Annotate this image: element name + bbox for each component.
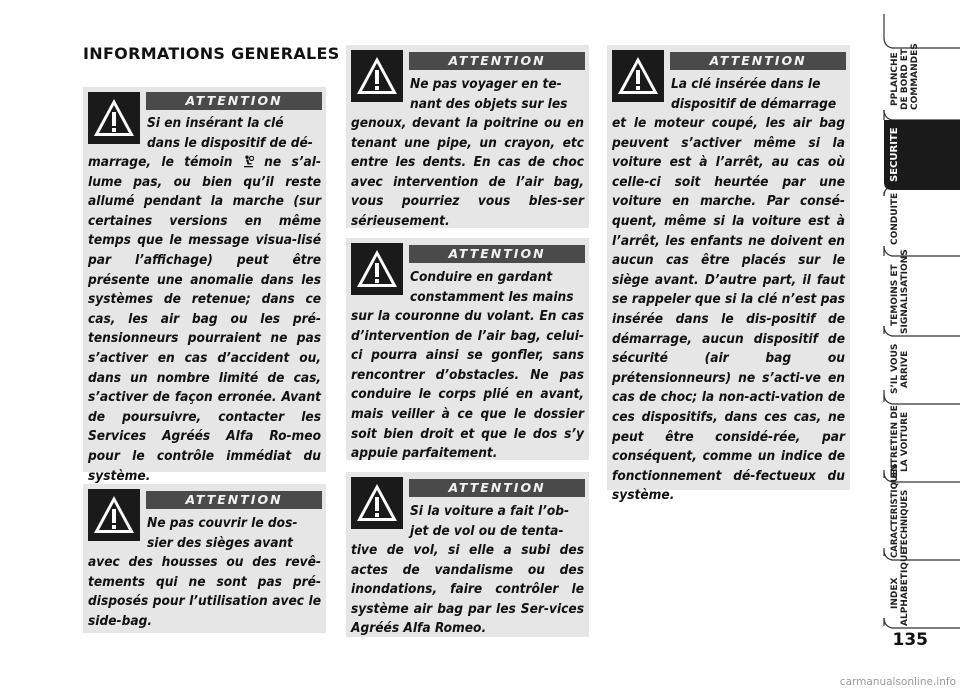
attention-banner: ATTENTION <box>146 92 322 110</box>
warning-6-line-2: dispositif de démarrage <box>671 95 837 112</box>
warning-box-2 <box>83 484 326 633</box>
tab-label: TEMOINS ET SIGNALISATIONS <box>890 249 910 334</box>
warning-box-5 <box>346 472 589 637</box>
warning-5-line-2: jet de vol ou de tenta- <box>410 522 564 539</box>
warning-text-1-body <box>88 153 321 486</box>
warning-5-line-1: Si la voiture a fait l’ob- <box>410 503 570 519</box>
warning-4-line-1: Conduire en gardant <box>410 269 553 285</box>
attention-banner: ATTENTION <box>409 52 585 70</box>
warning-box-1 <box>83 87 326 484</box>
tab-sil-vous-arrive[interactable] <box>890 336 948 402</box>
warning-1-line-2: dans le dispositif de dé- <box>147 134 313 151</box>
warning-text-2 <box>147 514 321 553</box>
warning-2-line-1: Ne pas couvrir le dos- <box>147 515 298 531</box>
tab-label: CARACTERISTIQUES TECHNIQUES <box>890 463 910 558</box>
warning-text-3-body: genoux, devant la poitrine ou en tenant une pipe, un crayon, etc entre les dents. En cas de choc avec intervention de l’air bag, vous pourriez vous bles-ser sérieusement. <box>351 115 584 229</box>
warning-triangle-icon <box>88 92 140 144</box>
warning-text-5-body: tive de vol, si elle a subi des actes de vandalisme ou des inondations, faire contrôler le système air bag par les Ser-vices Agréés Alfa Romeo. <box>351 542 584 637</box>
tab-label: SECURITE <box>889 127 900 183</box>
warning-text-5 <box>410 502 584 541</box>
attention-banner: ATTENTION <box>409 245 585 263</box>
warning-triangle-icon <box>351 243 403 295</box>
warning-3-line-2: nant des objets sur les <box>410 95 568 112</box>
section-title: INFORMATIONS GENERALES <box>83 44 340 63</box>
attention-banner: ATTENTION <box>670 52 846 70</box>
warning-text-4 <box>410 268 584 307</box>
attention-banner: ATTENTION <box>409 479 585 497</box>
tab-label: CONDUITE <box>890 192 900 246</box>
airbag-warning-lamp-icon <box>243 155 254 168</box>
warning-triangle-icon <box>612 50 664 102</box>
warning-2-line-2: sier des sièges avant <box>147 534 294 551</box>
tab-label: ENTRETIEN DE LA VOITURE <box>890 405 910 479</box>
warning-1-body-start: marrage, le témoin <box>88 154 243 170</box>
tab-label: INDEX ALPHABETIQUE <box>890 548 910 626</box>
tab-conduite[interactable] <box>890 190 948 248</box>
tab-temoins[interactable] <box>890 249 948 334</box>
warning-box-3 <box>346 45 589 228</box>
page-number: 135 <box>892 630 928 650</box>
warning-text-6 <box>671 75 845 114</box>
tab-label: PPLANCHE DE BORD ET COMMANDES <box>890 43 920 110</box>
warning-text-2-body: avec des housses ou des revê-tements qui ne sont pas pré-disposés pour l’utilisation avec le side-bag. <box>88 554 321 629</box>
warning-1-body-end: ne s’al-lume pas, ou bien qu’il reste allumé pendant la marche (sur certaines versions en même temps que le message visua-lisé par l’affichage) peut être présente une anomalie dans les systèmes de retenue; dans ce cas, les air bag ou les pré-tensionneurs pourraient ne pas s’activer en cas d’accident ou, dans un nombre limité de cas, s’activer de façon erronée. Avant de poursuivre, contacter les Services Agréés Alfa Ro-meo pour le contrôle immédiat du système. <box>88 154 321 484</box>
warning-triangle-icon <box>88 489 140 541</box>
warning-text-1 <box>147 114 321 153</box>
warning-4-line-2: constamment les mains <box>410 288 574 305</box>
warning-text-4-body: sur la couronne du volant. En cas d’intervention de l’air bag, celui-ci pourra ainsi se gonfler, sans rencontrer d’obstacles. Ne pas conduire le corps plié en avant, mais veiller à ce que le dossier soit bien droit et que le dos s’y appuie parfaitement. <box>351 308 584 462</box>
tab-caracteristiques[interactable] <box>890 463 948 558</box>
warning-3-line-1: Ne pas voyager en te- <box>410 76 562 92</box>
tab-index[interactable] <box>890 548 948 626</box>
warning-text-6-body: et le moteur coupé, les air bag peuvent s’activer même si la voiture est à l’arrêt, au cas où celle-ci soit heurtée par une voiture en marche. Par consé-quent, même si la voiture est à l’arrêt, les enfants ne doivent en aucun cas être placés sur le siège avant. D’autre part, il faut se rappeler que si la clé n’est pas insérée dans le dis-positif de démarrage, aucun dispositif de sécurité (air bag ou prétensionneurs) ne s’acti-ve en cas de choc; la non-acti-vation de ces dispositifs, dans ces cas, ne peut être considé-rée, par conséquent, comme un indice de fonctionnement dé-fectueux du système. <box>612 115 845 504</box>
watermark: carmanualsonline.info <box>839 676 956 688</box>
warning-triangle-icon <box>351 477 403 529</box>
warning-1-line-1: Si en insérant la clé <box>147 115 284 131</box>
warning-triangle-icon <box>351 50 403 102</box>
tab-securite[interactable] <box>890 122 948 188</box>
warning-text-3 <box>410 75 584 114</box>
warning-box-6 <box>607 45 850 504</box>
tab-label: S’IL VOUS ARRIVE <box>890 343 910 395</box>
warning-box-4 <box>346 238 589 460</box>
warning-6-line-1: La clé insérée dans le <box>671 76 821 92</box>
attention-banner: ATTENTION <box>146 491 322 509</box>
tab-planche-de-bord[interactable] <box>890 43 948 110</box>
